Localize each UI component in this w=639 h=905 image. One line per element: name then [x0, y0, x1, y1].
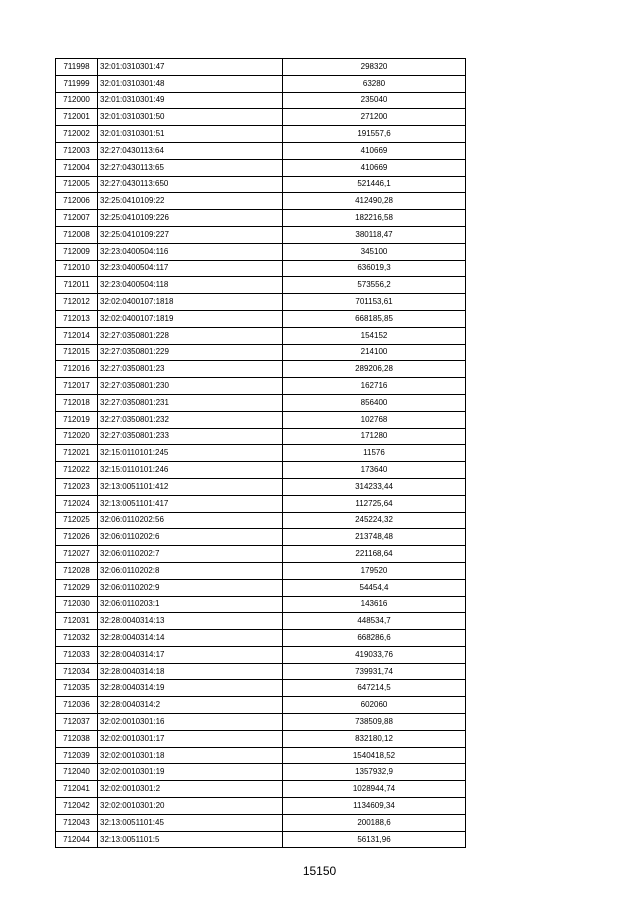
row-number-cell: 712039: [56, 747, 98, 764]
data-table: [55, 58, 466, 848]
cadastral-number-cell: 32:01:0310301:50: [98, 109, 283, 126]
cadastral-number-cell: 32:25:0410109:22: [98, 193, 283, 210]
table-row: [56, 193, 466, 210]
value-cell: 162716: [283, 378, 466, 395]
table-row: [56, 529, 466, 546]
value-cell: 191557,6: [283, 126, 466, 143]
table-row: [56, 462, 466, 479]
table-row: [56, 109, 466, 126]
value-cell: 221168,64: [283, 546, 466, 563]
row-number-cell: 712013: [56, 310, 98, 327]
row-number-cell: 711999: [56, 75, 98, 92]
table-row: [56, 646, 466, 663]
table-row: [56, 59, 466, 76]
value-cell: 832180,12: [283, 730, 466, 747]
value-cell: 380118,47: [283, 226, 466, 243]
cadastral-number-cell: 32:23:0400504:118: [98, 277, 283, 294]
cadastral-number-cell: 32:27:0350801:23: [98, 361, 283, 378]
table-row: [56, 478, 466, 495]
table-row: [56, 310, 466, 327]
cadastral-number-cell: 32:27:0350801:231: [98, 394, 283, 411]
row-number-cell: 712035: [56, 680, 98, 697]
page-number: 15150: [302, 864, 337, 878]
value-cell: 182216,58: [283, 210, 466, 227]
row-number-cell: 712018: [56, 394, 98, 411]
value-cell: 636019,3: [283, 260, 466, 277]
value-cell: 410669: [283, 142, 466, 159]
value-cell: 245224,32: [283, 512, 466, 529]
value-cell: 1134609,34: [283, 798, 466, 815]
row-number-cell: 712032: [56, 630, 98, 647]
table-row: [56, 781, 466, 798]
cadastral-number-cell: 32:27:0430113:65: [98, 159, 283, 176]
table-row: [56, 260, 466, 277]
row-number-cell: 712020: [56, 428, 98, 445]
value-cell: 345100: [283, 243, 466, 260]
cadastral-number-cell: 32:23:0400504:117: [98, 260, 283, 277]
row-number-cell: 712027: [56, 546, 98, 563]
row-number-cell: 712034: [56, 663, 98, 680]
row-number-cell: 712044: [56, 831, 98, 848]
table-row: [56, 226, 466, 243]
value-cell: 521446,1: [283, 176, 466, 193]
table-row: [56, 798, 466, 815]
cadastral-number-cell: 32:27:0350801:232: [98, 411, 283, 428]
cadastral-number-cell: 32:28:0040314:2: [98, 697, 283, 714]
table-row: [56, 142, 466, 159]
row-number-cell: 712029: [56, 579, 98, 596]
table-body: [56, 59, 466, 848]
row-number-cell: 712037: [56, 714, 98, 731]
row-number-cell: 712006: [56, 193, 98, 210]
row-number-cell: 712041: [56, 781, 98, 798]
cadastral-number-cell: 32:27:0430113:64: [98, 142, 283, 159]
row-number-cell: 712043: [56, 814, 98, 831]
cadastral-number-cell: 32:01:0310301:48: [98, 75, 283, 92]
value-cell: 56131,96: [283, 831, 466, 848]
value-cell: 235040: [283, 92, 466, 109]
value-cell: 143616: [283, 596, 466, 613]
cadastral-number-cell: 32:28:0040314:19: [98, 680, 283, 697]
table-row: [56, 428, 466, 445]
table-row: [56, 159, 466, 176]
value-cell: 419033,76: [283, 646, 466, 663]
cadastral-number-cell: 32:02:0400107:1819: [98, 310, 283, 327]
table-row: [56, 596, 466, 613]
row-number-cell: 712031: [56, 613, 98, 630]
row-number-cell: 712023: [56, 478, 98, 495]
row-number-cell: 712030: [56, 596, 98, 613]
cadastral-number-cell: 32:27:0350801:230: [98, 378, 283, 395]
value-cell: 448534,7: [283, 613, 466, 630]
row-number-cell: 712004: [56, 159, 98, 176]
value-cell: 54454,4: [283, 579, 466, 596]
table-row: [56, 697, 466, 714]
row-number-cell: 712028: [56, 562, 98, 579]
row-number-cell: 712019: [56, 411, 98, 428]
value-cell: 200188,6: [283, 814, 466, 831]
cadastral-number-cell: 32:28:0040314:18: [98, 663, 283, 680]
value-cell: 289206,28: [283, 361, 466, 378]
cadastral-number-cell: 32:28:0040314:17: [98, 646, 283, 663]
table-row: [56, 730, 466, 747]
table-row: [56, 344, 466, 361]
value-cell: 171280: [283, 428, 466, 445]
row-number-cell: 712017: [56, 378, 98, 395]
cadastral-number-cell: 32:27:0430113:650: [98, 176, 283, 193]
value-cell: 314233,44: [283, 478, 466, 495]
table-row: [56, 630, 466, 647]
row-number-cell: 712002: [56, 126, 98, 143]
table-row: [56, 512, 466, 529]
value-cell: 412490,28: [283, 193, 466, 210]
table-row: [56, 243, 466, 260]
cadastral-number-cell: 32:06:0110202:9: [98, 579, 283, 596]
row-number-cell: 712007: [56, 210, 98, 227]
row-number-cell: 712025: [56, 512, 98, 529]
table-row: [56, 176, 466, 193]
row-number-cell: 712008: [56, 226, 98, 243]
cadastral-number-cell: 32:01:0310301:51: [98, 126, 283, 143]
cadastral-number-cell: 32:28:0040314:14: [98, 630, 283, 647]
value-cell: 602060: [283, 697, 466, 714]
cadastral-number-cell: 32:01:0310301:47: [98, 59, 283, 76]
value-cell: 647214,5: [283, 680, 466, 697]
table-row: [56, 546, 466, 563]
row-number-cell: 712042: [56, 798, 98, 815]
table-row: [56, 361, 466, 378]
value-cell: 856400: [283, 394, 466, 411]
cadastral-number-cell: 32:13:0051101:5: [98, 831, 283, 848]
table-row: [56, 613, 466, 630]
cadastral-number-cell: 32:13:0051101:45: [98, 814, 283, 831]
table-row: [56, 764, 466, 781]
cadastral-number-cell: 32:02:0010301:19: [98, 764, 283, 781]
table-row: [56, 210, 466, 227]
value-cell: 102768: [283, 411, 466, 428]
table-row: [56, 411, 466, 428]
cadastral-number-cell: 32:28:0040314:13: [98, 613, 283, 630]
table-row: [56, 680, 466, 697]
value-cell: 1028944,74: [283, 781, 466, 798]
cadastral-number-cell: 32:27:0350801:228: [98, 327, 283, 344]
cadastral-number-cell: 32:06:0110202:7: [98, 546, 283, 563]
cadastral-number-cell: 32:02:0400107:1818: [98, 294, 283, 311]
table-row: [56, 814, 466, 831]
cadastral-number-cell: 32:06:0110202:6: [98, 529, 283, 546]
table-row: [56, 92, 466, 109]
value-cell: 11576: [283, 445, 466, 462]
cadastral-number-cell: 32:06:0110202:8: [98, 562, 283, 579]
row-number-cell: 712040: [56, 764, 98, 781]
row-number-cell: 712024: [56, 495, 98, 512]
row-number-cell: 711998: [56, 59, 98, 76]
value-cell: 738509,88: [283, 714, 466, 731]
cadastral-number-cell: 32:01:0310301:49: [98, 92, 283, 109]
row-number-cell: 712005: [56, 176, 98, 193]
cadastral-number-cell: 32:13:0051101:412: [98, 478, 283, 495]
value-cell: 271200: [283, 109, 466, 126]
row-number-cell: 712026: [56, 529, 98, 546]
row-number-cell: 712001: [56, 109, 98, 126]
row-number-cell: 712021: [56, 445, 98, 462]
value-cell: 410669: [283, 159, 466, 176]
table-row: [56, 714, 466, 731]
value-cell: 213748,48: [283, 529, 466, 546]
cadastral-number-cell: 32:27:0350801:233: [98, 428, 283, 445]
value-cell: 173640: [283, 462, 466, 479]
table-row: [56, 126, 466, 143]
table-row: [56, 747, 466, 764]
cadastral-number-cell: 32:06:0110203:1: [98, 596, 283, 613]
row-number-cell: 712009: [56, 243, 98, 260]
cadastral-number-cell: 32:25:0410109:226: [98, 210, 283, 227]
table-row: [56, 294, 466, 311]
row-number-cell: 712011: [56, 277, 98, 294]
cadastral-number-cell: 32:15:0110101:246: [98, 462, 283, 479]
row-number-cell: 712000: [56, 92, 98, 109]
cadastral-number-cell: 32:15:0110101:245: [98, 445, 283, 462]
value-cell: 1357932,9: [283, 764, 466, 781]
value-cell: 1540418,52: [283, 747, 466, 764]
value-cell: 154152: [283, 327, 466, 344]
value-cell: 668286,6: [283, 630, 466, 647]
cadastral-number-cell: 32:02:0010301:16: [98, 714, 283, 731]
value-cell: 668185,85: [283, 310, 466, 327]
table-row: [56, 831, 466, 848]
row-number-cell: 712016: [56, 361, 98, 378]
table-row: [56, 562, 466, 579]
value-cell: 701153,61: [283, 294, 466, 311]
table-row: [56, 495, 466, 512]
table-row: [56, 445, 466, 462]
cadastral-number-cell: 32:27:0350801:229: [98, 344, 283, 361]
cadastral-number-cell: 32:23:0400504:116: [98, 243, 283, 260]
row-number-cell: 712015: [56, 344, 98, 361]
table-row: [56, 663, 466, 680]
row-number-cell: 712012: [56, 294, 98, 311]
row-number-cell: 712038: [56, 730, 98, 747]
cadastral-number-cell: 32:06:0110202:56: [98, 512, 283, 529]
row-number-cell: 712003: [56, 142, 98, 159]
row-number-cell: 712036: [56, 697, 98, 714]
value-cell: 63280: [283, 75, 466, 92]
table-row: [56, 394, 466, 411]
cadastral-number-cell: 32:25:0410109:227: [98, 226, 283, 243]
cadastral-number-cell: 32:13:0051101:417: [98, 495, 283, 512]
row-number-cell: 712014: [56, 327, 98, 344]
table-row: [56, 378, 466, 395]
cadastral-number-cell: 32:02:0010301:17: [98, 730, 283, 747]
value-cell: 214100: [283, 344, 466, 361]
table-row: [56, 579, 466, 596]
table-row: [56, 327, 466, 344]
cadastral-number-cell: 32:02:0010301:2: [98, 781, 283, 798]
cadastral-number-cell: 32:02:0010301:18: [98, 747, 283, 764]
row-number-cell: 712010: [56, 260, 98, 277]
row-number-cell: 712022: [56, 462, 98, 479]
table-row: [56, 277, 466, 294]
value-cell: 739931,74: [283, 663, 466, 680]
value-cell: 573556,2: [283, 277, 466, 294]
value-cell: 112725,64: [283, 495, 466, 512]
table-row: [56, 75, 466, 92]
cadastral-number-cell: 32:02:0010301:20: [98, 798, 283, 815]
value-cell: 179520: [283, 562, 466, 579]
value-cell: 298320: [283, 59, 466, 76]
row-number-cell: 712033: [56, 646, 98, 663]
